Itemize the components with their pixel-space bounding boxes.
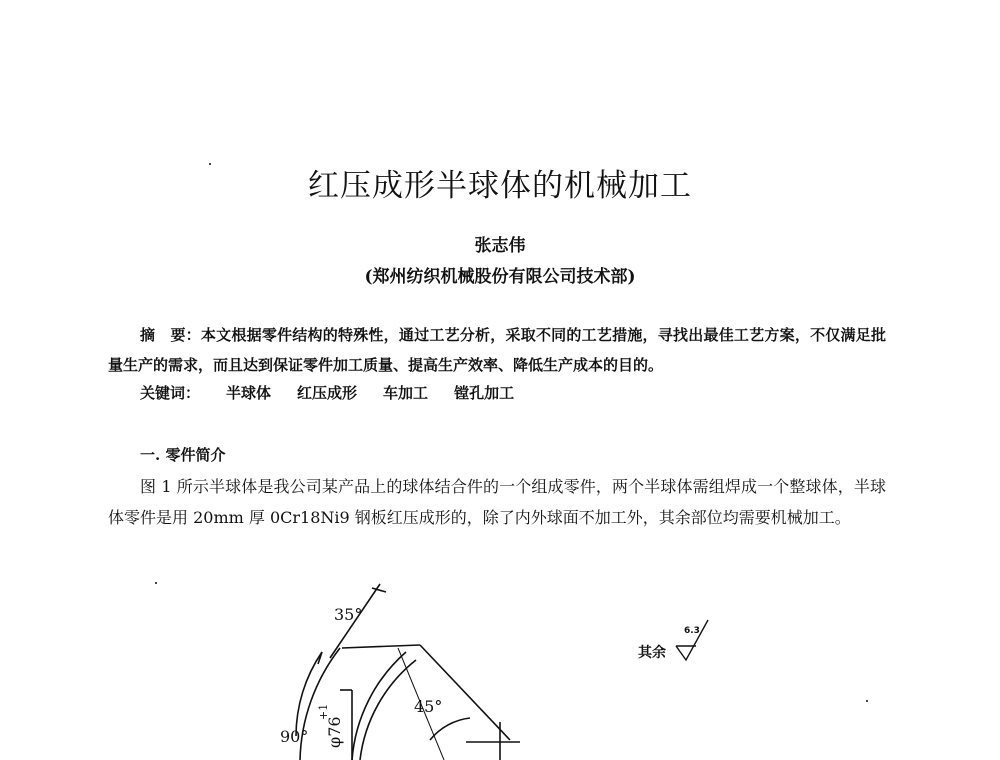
abstract-label: 摘 要： bbox=[140, 326, 201, 344]
dimension-arc-45 bbox=[430, 718, 470, 740]
author-name: 张志伟 bbox=[474, 236, 526, 256]
bevel-45-line bbox=[420, 645, 510, 740]
section-heading: 一. 零件简介 bbox=[140, 446, 226, 464]
abstract-text: 本文根据零件结构的特殊性，通过工艺分析，采取不同的工艺措施，寻找出最佳工艺方案，不仅满足批量生产的需求，而且达到保证零件加工质量、提高生产效率、降低生产成本的目的。 bbox=[108, 326, 886, 374]
paper-title: 红压成形半球体的机械加工 bbox=[308, 168, 692, 204]
dimension-arc-90 bbox=[296, 652, 322, 736]
roughness-label: 其余 bbox=[638, 645, 666, 661]
keyword: 红压成形 bbox=[297, 384, 358, 402]
diameter-label: φ76 bbox=[325, 716, 344, 748]
keyword: 车加工 bbox=[383, 384, 429, 402]
scan-speck bbox=[209, 163, 211, 165]
body-paragraph: 图 1 所示半球体是我公司某产品上的球体结合件的一个组成零件，两个半球体需组焊成一个整球体，半球体零件是用 20mm 厚 0Cr18Ni9 钢板红压成形的，除了内外球面不加工外，其余部位均需要机械加工。 bbox=[108, 477, 886, 527]
author-affiliation: (郑州纺织机械股份有限公司技术部) bbox=[364, 267, 636, 287]
angle-label-90: 90° bbox=[280, 727, 309, 746]
angle-label-45: 45° bbox=[414, 697, 443, 716]
keyword: 镗孔加工 bbox=[454, 384, 515, 402]
inner-arc-2 bbox=[352, 652, 406, 760]
scan-speck bbox=[155, 582, 157, 584]
keywords-label: 关键词： bbox=[140, 384, 201, 402]
scan-speck bbox=[866, 700, 868, 702]
keyword: 半球体 bbox=[226, 384, 272, 402]
top-face-line bbox=[342, 645, 420, 648]
roughness-value: 6.3 bbox=[684, 626, 700, 636]
tolerance-label: +1 bbox=[317, 703, 330, 720]
inner-arc bbox=[360, 660, 416, 760]
angle-label-35: 35° bbox=[334, 605, 363, 624]
